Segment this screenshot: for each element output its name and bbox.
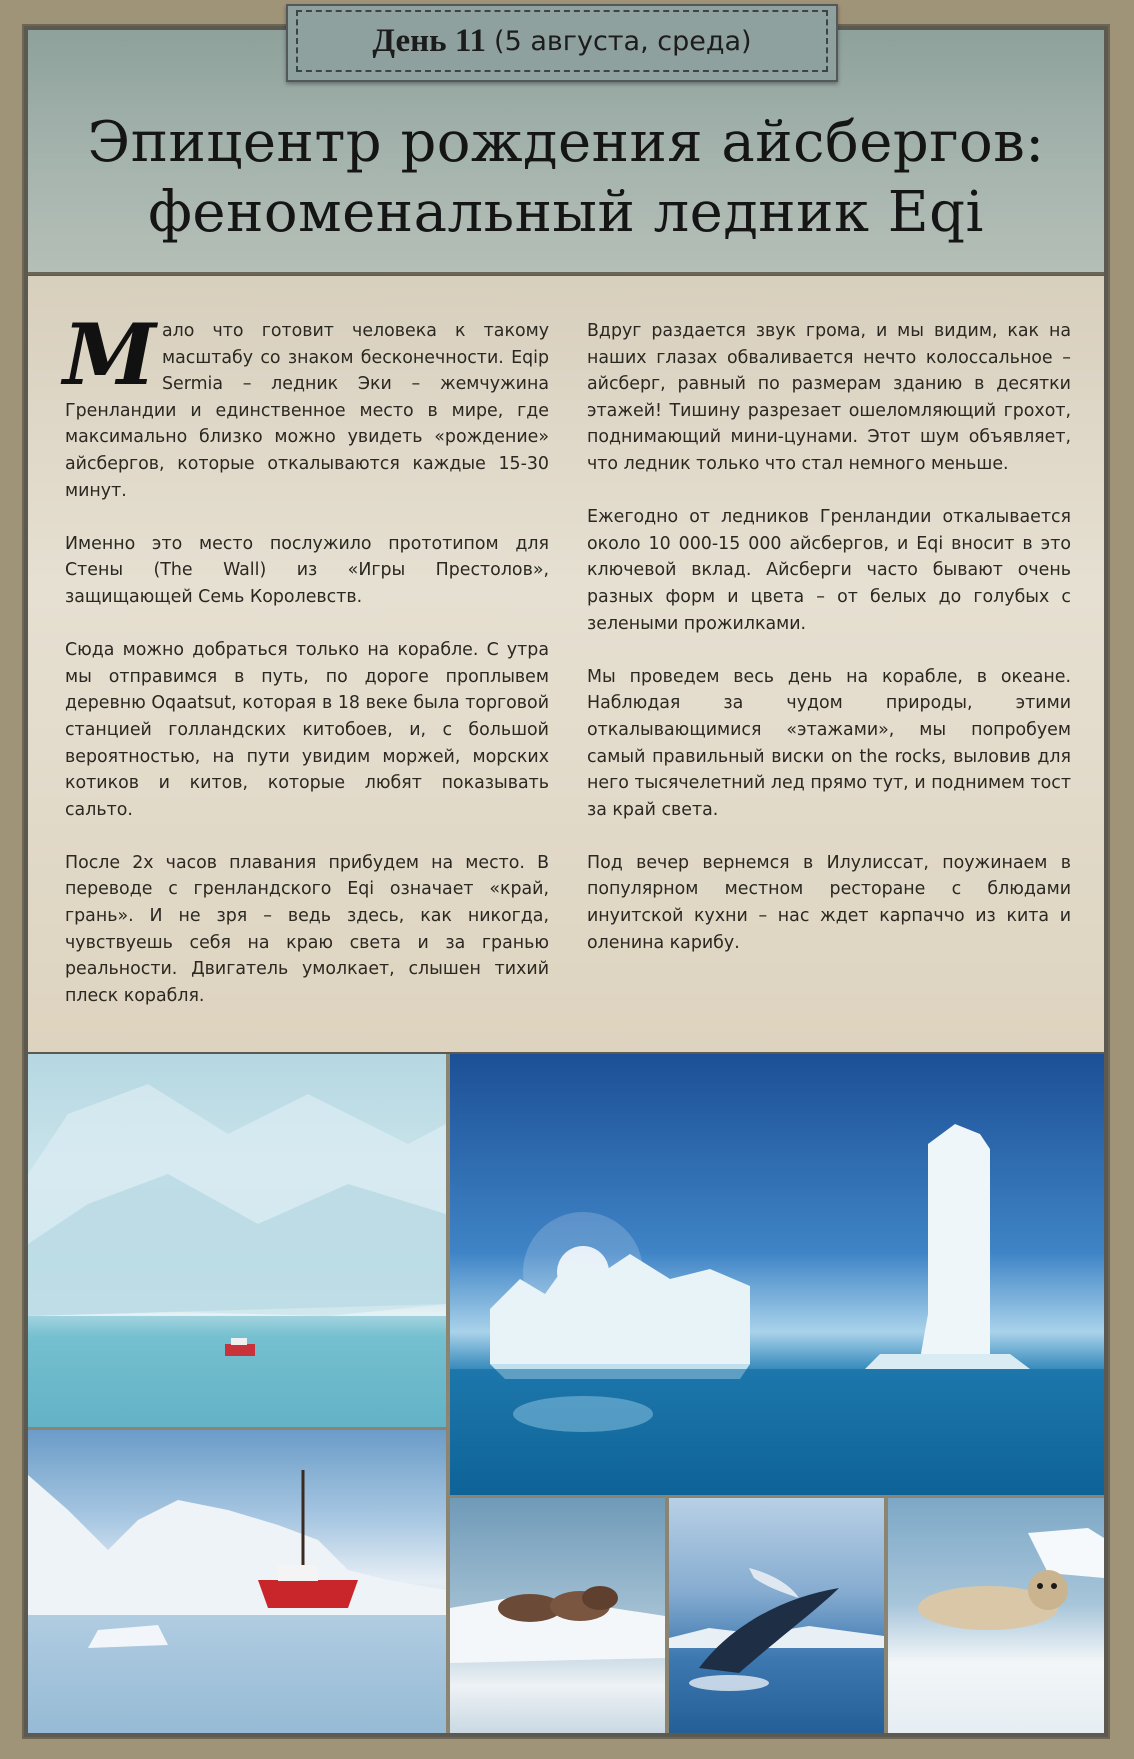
photo-collage: [28, 1054, 1104, 1733]
walruses-on-ice-photo: [450, 1498, 665, 1733]
brochure-page: [24, 22, 1108, 1737]
paragraph: Сюда можно добраться только на корабле. С утра мы отправимся в путь, по дороге проплывем деревню Oqaatsut, которая в 18 веке была торговой станцией голландских китобоев, и, с большой вероятностью, на пути увидим моржей, морских котиков и китов, которые любят показывать сальто.: [65, 640, 549, 820]
page-title: [28, 108, 1104, 248]
paragraph: Именно это место послужило прототипом для Стены (The Wall) из «Игры Престолов», защищающей Семь Королевств.: [65, 533, 549, 607]
title-line-2: феноменальный ледник Eqi: [148, 180, 984, 245]
day-tab: [286, 4, 838, 82]
red-boat-icebergs-photo: [28, 1430, 446, 1733]
article-column-right: [587, 318, 1071, 983]
icebergs-sunburst-photo: [450, 1054, 1104, 1495]
glacier-face-photo: [28, 1054, 446, 1427]
article-body: [28, 276, 1104, 1052]
paragraph: Мы проведем весь день на корабле, в океане. Наблюдая за чудом природы, этими откалывающимися «этажами», мы попробуем самый правильный виски on the rocks, выловив для него тысячелетний лед прямо тут, и поднимем тост за край света.: [587, 666, 1071, 820]
paragraph: После 2х часов плавания прибудем на место. В переводе с гренландского Eqi означает «край, грань». И не зря – ведь здесь, как никогда, чувствуешь себя на краю света и за гранью реальности. Двигатель умолкает, слышен тихий плеск корабля.: [65, 852, 549, 1006]
paragraph: Под вечер вернемся в Илулиссат, поужинаем в популярном местном ресторане с блюдами инуитской кухни – нас ждет карпаччо из кита и оленина карибу.: [587, 852, 1071, 953]
article-column-left: [63, 305, 549, 1036]
drop-cap: М: [63, 305, 156, 404]
seal-on-ice-photo: [888, 1498, 1104, 1733]
page-header: [28, 22, 1104, 275]
paragraph: Мало что готовит человека к такому масштабу со знаком бесконечности. Eqip Sermia – ледник Эки – жемчужина Гренландии и единственное место в мире, где максимально близко можно увидеть «рождение» айсбергов, которые откалываются каждые 15-30 минут.: [63, 305, 549, 501]
day-label: День 11: [372, 22, 487, 59]
date-label: (5 августа, среда): [494, 25, 752, 57]
paragraph: Ежегодно от ледников Гренландии откалывается около 10 000-15 000 айсбергов, и Eqi вносит в это ключевой вклад. Айсберги часто бывают очень разных форм и цвета – от белых до голубых с зелеными прожилками.: [587, 507, 1071, 634]
breaching-whale-photo: [669, 1498, 884, 1733]
paragraph: Вдруг раздается звук грома, и мы видим, как на наших глазах обваливается нечто колоссальное – айсберг, равный по размерам зданию в десятки этажей! Тишину разрезает ошеломляющий грохот, поднимающий мини-цунами. Этот шум объявляет, что ледник только что стал немного меньше.: [587, 321, 1071, 474]
title-line-1: Эпицентр рождения айсбергов:: [87, 110, 1045, 175]
